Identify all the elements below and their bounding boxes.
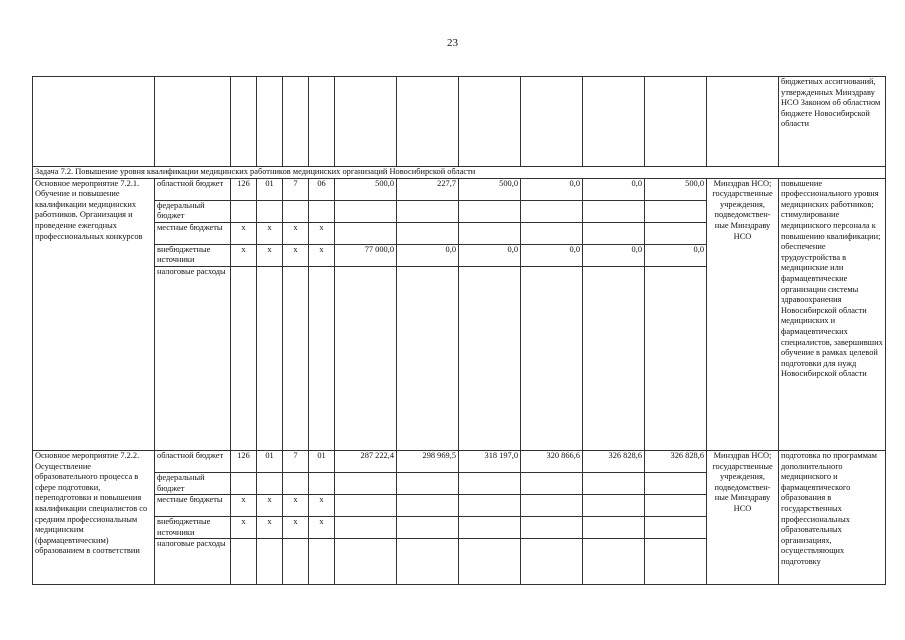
code-cell: x xyxy=(231,222,257,244)
code-cell xyxy=(309,539,335,585)
value-cell xyxy=(645,200,707,222)
value-cell xyxy=(459,495,521,517)
code-cell: 7 xyxy=(283,178,309,200)
value-cell: 500,0 xyxy=(335,178,397,200)
funding-source: федеральный бюджет xyxy=(155,200,231,222)
code-cell: x xyxy=(283,244,309,266)
code-cell xyxy=(283,472,309,494)
code-cell: 01 xyxy=(257,178,283,200)
program-table xyxy=(32,76,886,585)
executor: Минздрав НСО; государственные учреждения, подведомствен-ные Минздраву НСО xyxy=(707,450,779,584)
value-cell xyxy=(521,266,583,450)
value-cell xyxy=(459,222,521,244)
value-cell xyxy=(583,495,645,517)
value-cell: 287 222,4 xyxy=(335,450,397,472)
value-cell xyxy=(397,539,459,585)
value-cell xyxy=(459,517,521,539)
code-cell: x xyxy=(257,222,283,244)
code-cell: x xyxy=(257,517,283,539)
code-cell xyxy=(309,266,335,450)
value-cell: 318 197,0 xyxy=(459,450,521,472)
expected-result: подготовка по программам дополнительного медицинского и фармацевтического образования в государственных профессиональных образовательных организациях, осуществляющих подготовку xyxy=(779,450,886,584)
task-row xyxy=(33,167,886,179)
value-cell xyxy=(521,539,583,585)
value-cell: 320 866,6 xyxy=(521,450,583,472)
code-cell: 7 xyxy=(283,450,309,472)
value-cell xyxy=(583,222,645,244)
value-cell: 227,7 xyxy=(397,178,459,200)
funding-source: налоговые расходы xyxy=(155,266,231,450)
value-cell xyxy=(521,200,583,222)
value-cell xyxy=(645,472,707,494)
value-cell xyxy=(645,495,707,517)
code-cell: x xyxy=(283,495,309,517)
value-cell: 0,0 xyxy=(645,244,707,266)
value-cell xyxy=(397,266,459,450)
value-cell: 500,0 xyxy=(645,178,707,200)
value-cell: 500,0 xyxy=(459,178,521,200)
continuation-indicator: бюджетных ассигнований, утвержденных Минздраву НСО Законом об областном бюджете Новосибирской области xyxy=(779,77,886,167)
value-cell: 0,0 xyxy=(397,244,459,266)
page-number: 23 xyxy=(447,37,458,49)
code-cell: x xyxy=(309,222,335,244)
code-cell xyxy=(309,200,335,222)
expected-result: повышение профессионального уровня медицинских работников; стимулирование медицинского персонала к повышению квалификации; обеспечение трудоустройства в медицинские или фармацевтические организации системы здравоохранения Новосибирской области медицинских и фармацевтических специалистов, завершивших обучение в рамках целевой подготовки для нужд Новосибирской области xyxy=(779,178,886,450)
code-cell: x xyxy=(257,495,283,517)
table-row xyxy=(33,450,886,472)
value-cell xyxy=(335,266,397,450)
measure-name: Основное мероприятие 7.2.1. Обучение и повышение квалификации медицинских работников. Организация и проведение ежегодных профессиональных конкурсов xyxy=(33,178,155,450)
value-cell: 0,0 xyxy=(459,244,521,266)
funding-source: областной бюджет xyxy=(155,450,231,472)
code-cell xyxy=(257,472,283,494)
value-cell xyxy=(459,200,521,222)
code-cell xyxy=(283,539,309,585)
code-cell: x xyxy=(231,517,257,539)
value-cell xyxy=(459,472,521,494)
code-cell: 126 xyxy=(231,178,257,200)
value-cell xyxy=(645,517,707,539)
value-cell xyxy=(335,517,397,539)
code-cell: x xyxy=(231,244,257,266)
code-cell: x xyxy=(257,244,283,266)
task-title: Задача 7.2. Повышение уровня квалификации медицинских работников медицинских организаций Новосибирской области xyxy=(33,167,886,179)
value-cell: 0,0 xyxy=(521,178,583,200)
value-cell xyxy=(397,472,459,494)
funding-source: внебюджетные источники xyxy=(155,517,231,539)
value-cell xyxy=(459,266,521,450)
funding-source: местные бюджеты xyxy=(155,495,231,517)
value-cell xyxy=(521,495,583,517)
code-cell xyxy=(309,472,335,494)
value-cell xyxy=(335,472,397,494)
code-cell: x xyxy=(283,517,309,539)
code-cell xyxy=(231,266,257,450)
value-cell: 326 828,6 xyxy=(583,450,645,472)
code-cell xyxy=(283,266,309,450)
code-cell xyxy=(257,539,283,585)
value-cell xyxy=(583,539,645,585)
value-cell xyxy=(397,200,459,222)
funding-source: налоговые расходы xyxy=(155,539,231,585)
funding-source: областной бюджет xyxy=(155,178,231,200)
code-cell: x xyxy=(309,244,335,266)
code-cell xyxy=(231,472,257,494)
code-cell: 126 xyxy=(231,450,257,472)
measure-name: Основное мероприятие 7.2.2. Осуществление образовательного процесса в сфере подготовки, переподготовки и повышения квалификации специалистов со средним профессиональным медицинским (фармацевтическим) образованием в соответствии xyxy=(33,450,155,584)
code-cell: 01 xyxy=(257,450,283,472)
value-cell xyxy=(335,539,397,585)
value-cell xyxy=(397,222,459,244)
value-cell: 0,0 xyxy=(583,178,645,200)
value-cell xyxy=(645,266,707,450)
value-cell xyxy=(335,495,397,517)
value-cell xyxy=(583,200,645,222)
value-cell xyxy=(645,222,707,244)
funding-source: местные бюджеты xyxy=(155,222,231,244)
value-cell xyxy=(335,200,397,222)
value-cell xyxy=(583,266,645,450)
value-cell xyxy=(397,517,459,539)
code-cell: 06 xyxy=(309,178,335,200)
value-cell xyxy=(583,472,645,494)
value-cell xyxy=(521,517,583,539)
code-cell xyxy=(231,200,257,222)
value-cell xyxy=(335,222,397,244)
funding-source: внебюджетные источники xyxy=(155,244,231,266)
code-cell: x xyxy=(309,517,335,539)
value-cell: 0,0 xyxy=(521,244,583,266)
value-cell: 298 969,5 xyxy=(397,450,459,472)
code-cell: x xyxy=(309,495,335,517)
continuation-row xyxy=(33,77,886,167)
value-cell xyxy=(583,517,645,539)
code-cell xyxy=(257,266,283,450)
code-cell: x xyxy=(283,222,309,244)
value-cell xyxy=(645,539,707,585)
value-cell xyxy=(521,222,583,244)
value-cell xyxy=(397,495,459,517)
value-cell: 77 000,0 xyxy=(335,244,397,266)
code-cell xyxy=(283,200,309,222)
table-row xyxy=(33,178,886,200)
value-cell: 0,0 xyxy=(583,244,645,266)
funding-source: федеральный бюджет xyxy=(155,472,231,494)
code-cell xyxy=(231,539,257,585)
value-cell xyxy=(459,539,521,585)
code-cell xyxy=(257,200,283,222)
code-cell: 01 xyxy=(309,450,335,472)
executor: Минздрав НСО; государственные учреждения, подведомствен-ные Минздраву НСО xyxy=(707,178,779,450)
value-cell xyxy=(521,472,583,494)
code-cell: x xyxy=(231,495,257,517)
value-cell: 326 828,6 xyxy=(645,450,707,472)
